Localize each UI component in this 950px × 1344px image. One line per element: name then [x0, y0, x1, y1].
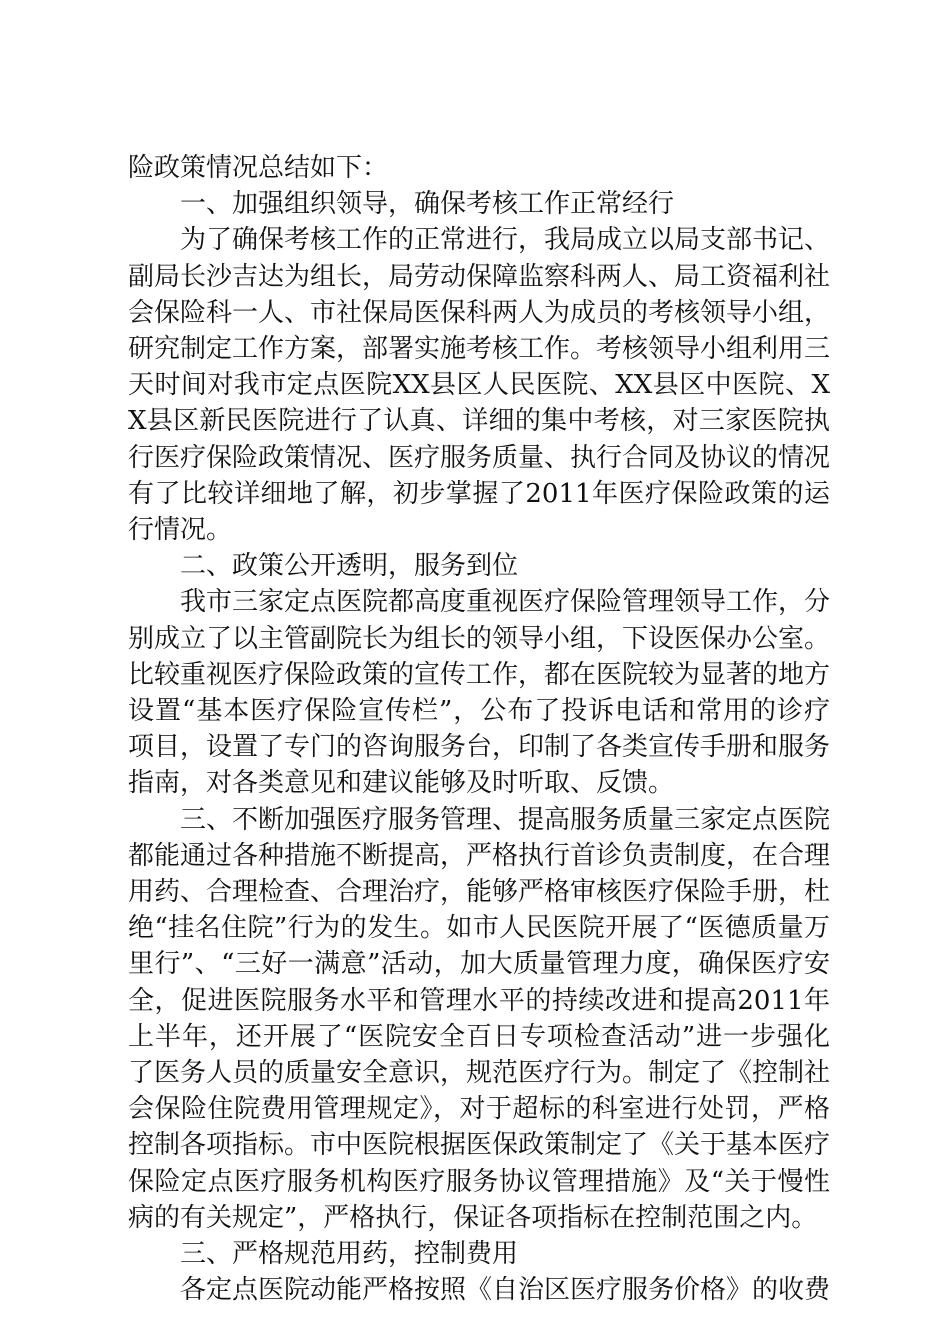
section-heading-2: 二、政策公开透明，服务到位 [180, 551, 519, 582]
document-page [128, 150, 830, 1309]
intro-line: 险政策情况总结如下： [128, 153, 389, 183]
body-paragraph-2: 我市三家定点医院都高度重视医疗保险管理领导工作，分别成立了以主管副院长为组长的领导小组，下设医保办公室。比较重视医疗保险政策的宣传工作，都在医院较为显著的地方设置“基本医疗保险宣传栏”，公布了投诉电话和常用的诊疗项目，设置了专门的咨询服务台，印制了各类宣传手册和服务指南，对各类意见和建议能够及时听取、反馈。 [128, 587, 831, 799]
body-paragraph-4: 各定点医院动能严格按照《自治区医疗服务价格》的收费 [180, 1275, 831, 1306]
body-paragraph-1: 为了确保考核工作的正常进行，我局成立以局支部书记、副局长沙吉达为组长，局劳动保障监察科两人、局工资福利社会保险科一人、市社保局医保科两人为成员的考核领导小组，研究制定工作方案，部署实施考核工作。考核领导小组利用三天时间对我市定点医院XX县区人民医院、XX县区中医院、XX县区新民医院进行了认真、详细的集中考核，对三家医院执行医疗保险政策情况、医疗服务质量、执行合同及协议的情况有了比较详细地了解，初步掌握了2011年医疗保险政策的运行情况。 [128, 225, 831, 546]
body-paragraph-3: 三、不断加强医疗服务管理、提高服务质量三家定点医院都能通过各种措施不断提高，严格执行首诊负责制度，在合理用药、合理检查、合理治疗，能够严格审核医疗保险手册，杜绝“挂名住院”行为的发生。如市人民医院开展了“医德质量万里行”、“三好一满意”活动，加大质量管理力度，确保医疗安全，促进医院服务水平和管理水平的持续改进和提高2011年上半年，还开展了“医院安全百日专项检查活动”进一步强化了医务人员的质量安全意识，规范医疗行为。制定了《控制社会保险住院费用管理规定》，对于超标的科室进行处罚，严格控制各项指标。市中医院根据医保政策制定了《关于基本医疗保险定点医疗服务机构医疗服务协议管理措施》及“关于慢性病的有关规定”，严格执行，保证各项指标在控制范围之内。 [128, 804, 831, 1233]
section-heading-3: 三、严格规范用药，控制费用 [180, 1239, 519, 1270]
section-heading-1: 一、加强组织领导，确保考核工作正常经行 [180, 189, 675, 220]
